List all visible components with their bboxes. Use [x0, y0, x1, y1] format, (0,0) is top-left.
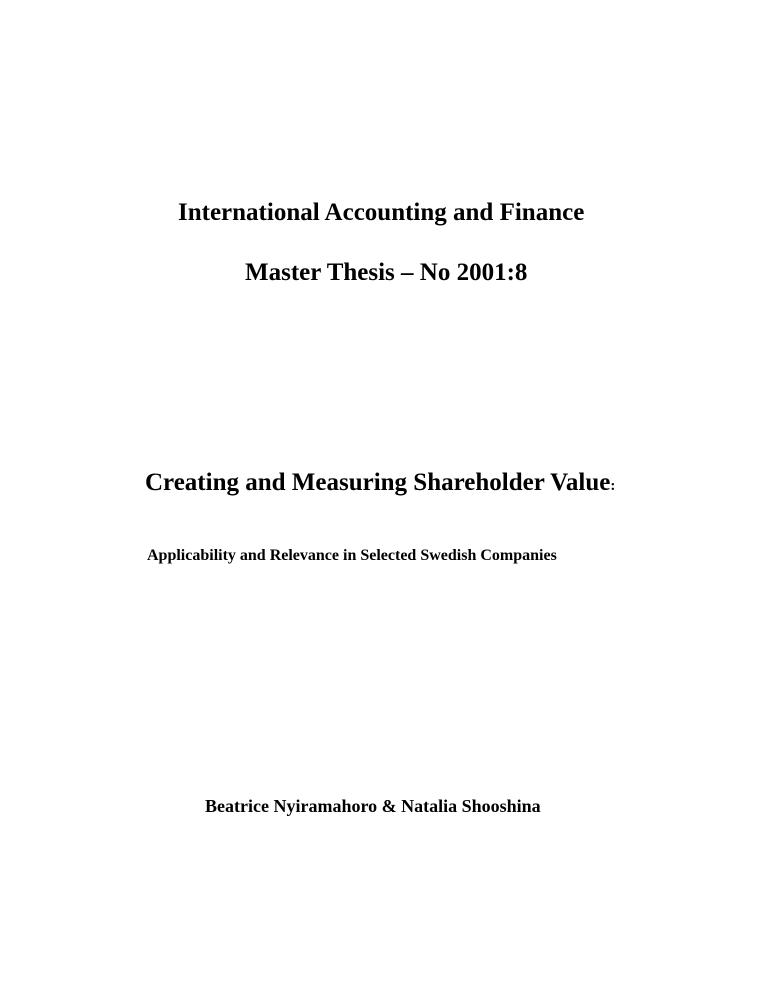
program-heading: International Accounting and Finance [178, 199, 585, 226]
thesis-number: Master Thesis – No 2001:8 [245, 259, 528, 286]
authors: Beatrice Nyiramahoro & Natalia Shooshina [205, 796, 541, 816]
thesis-title-text: Creating and Measuring Shareholder Value [145, 469, 611, 496]
thesis-title-colon: : [610, 478, 616, 494]
thesis-subtitle: Applicability and Relevance in Selected Swedish Companies [147, 547, 557, 564]
thesis-title [145, 470, 615, 495]
